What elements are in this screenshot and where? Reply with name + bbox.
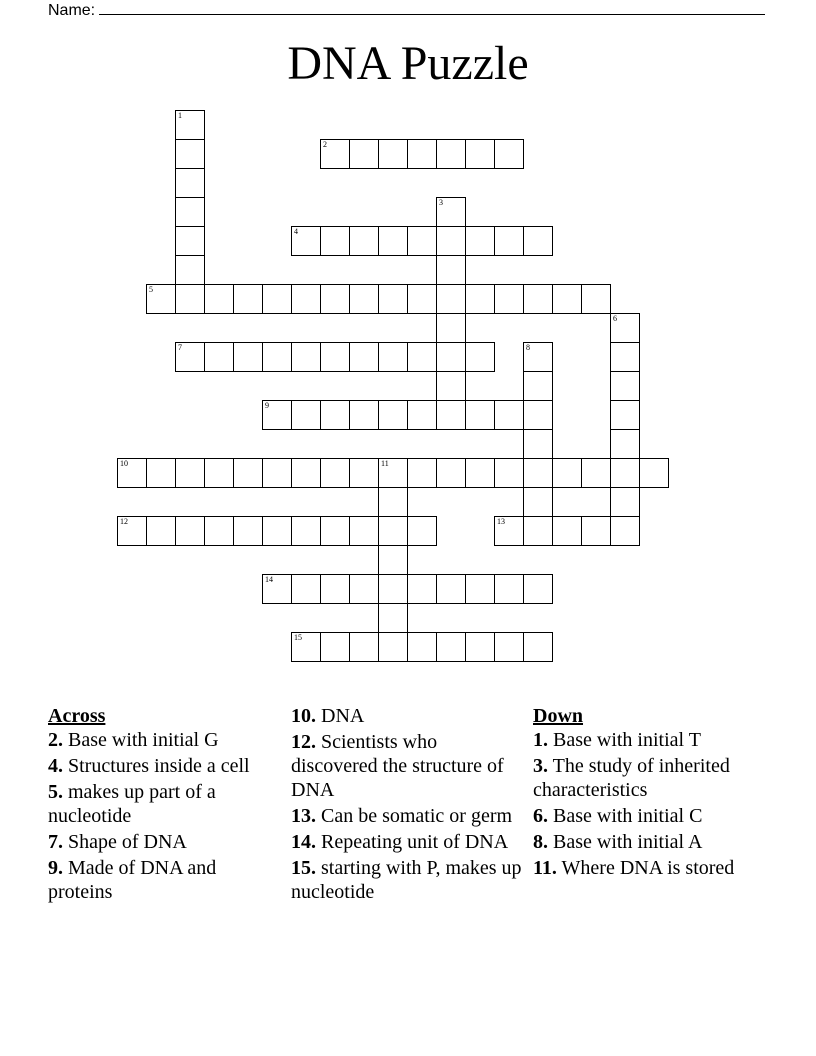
grid-cell[interactable]	[262, 574, 292, 604]
grid-cell[interactable]	[523, 632, 553, 662]
grid-cell[interactable]	[204, 516, 234, 546]
grid-cell[interactable]	[233, 458, 263, 488]
grid-cell[interactable]	[610, 313, 640, 343]
grid-cell[interactable]	[262, 284, 292, 314]
grid-cell[interactable]	[436, 255, 466, 285]
grid-cell[interactable]	[581, 458, 611, 488]
grid-cell[interactable]	[320, 284, 350, 314]
cell-number: 4	[294, 227, 298, 236]
cell-number: 9	[265, 401, 269, 410]
cell-number: 15	[294, 633, 302, 642]
cell-number: 8	[526, 343, 530, 352]
across-heading: Across	[48, 705, 106, 727]
grid-cell[interactable]	[610, 371, 640, 401]
grid-cell[interactable]	[523, 516, 553, 546]
grid-cell[interactable]	[494, 516, 524, 546]
grid-cell[interactable]	[117, 516, 147, 546]
grid-cell[interactable]	[465, 458, 495, 488]
grid-cell[interactable]	[378, 487, 408, 517]
grid-cell[interactable]	[175, 516, 205, 546]
grid-cell[interactable]	[146, 516, 176, 546]
grid-cell[interactable]	[204, 342, 234, 372]
grid-cell[interactable]	[523, 429, 553, 459]
cell-number: 13	[497, 517, 505, 526]
across-clue-7: 7. Shape of DNA	[48, 831, 187, 853]
grid-cell[interactable]	[175, 110, 205, 140]
down-clue-11: 11. Where DNA is stored	[533, 857, 735, 879]
grid-cell[interactable]	[465, 226, 495, 256]
grid-cell[interactable]	[378, 574, 408, 604]
grid-cell[interactable]	[233, 342, 263, 372]
grid-cell[interactable]	[465, 342, 495, 372]
grid-cell[interactable]	[378, 226, 408, 256]
cell-number: 5	[149, 285, 153, 294]
grid-cell[interactable]	[320, 458, 350, 488]
grid-cell[interactable]	[436, 632, 466, 662]
grid-cell[interactable]	[494, 458, 524, 488]
grid-cell[interactable]	[320, 226, 350, 256]
grid-cell[interactable]	[523, 226, 553, 256]
grid-cell[interactable]	[291, 400, 321, 430]
grid-cell[interactable]	[407, 284, 437, 314]
grid-cell[interactable]	[436, 313, 466, 343]
grid-cell[interactable]	[465, 632, 495, 662]
grid-cell[interactable]	[465, 400, 495, 430]
grid-cell[interactable]	[639, 458, 669, 488]
grid-cell[interactable]	[262, 458, 292, 488]
grid-cell[interactable]	[291, 574, 321, 604]
across-clue-9: 9. Made of DNA and proteins	[48, 857, 217, 903]
down-clue-8: 8. Base with initial A	[533, 831, 703, 853]
grid-cell[interactable]	[204, 284, 234, 314]
grid-cell[interactable]	[523, 487, 553, 517]
grid-cell[interactable]	[349, 284, 379, 314]
cell-number: 6	[613, 314, 617, 323]
cell-number: 2	[323, 140, 327, 149]
grid-cell[interactable]	[407, 342, 437, 372]
grid-cell[interactable]	[494, 400, 524, 430]
grid-cell[interactable]	[378, 458, 408, 488]
grid-cell[interactable]	[349, 400, 379, 430]
grid-cell[interactable]	[320, 400, 350, 430]
grid-cell[interactable]	[175, 197, 205, 227]
grid-cell[interactable]	[320, 632, 350, 662]
grid-cell[interactable]	[291, 516, 321, 546]
grid-cell[interactable]	[581, 284, 611, 314]
grid-cell[interactable]	[378, 603, 408, 633]
across-clue-15: 15. starting with P, makes up nucleotide	[291, 857, 522, 903]
grid-cell[interactable]	[262, 400, 292, 430]
grid-cell[interactable]	[378, 516, 408, 546]
grid-cell[interactable]	[407, 516, 437, 546]
cell-number: 1	[178, 111, 182, 120]
grid-cell[interactable]	[610, 400, 640, 430]
grid-cell[interactable]	[523, 284, 553, 314]
grid-cell[interactable]	[291, 632, 321, 662]
grid-cell[interactable]	[494, 139, 524, 169]
grid-cell[interactable]	[262, 516, 292, 546]
grid-cell[interactable]	[610, 487, 640, 517]
grid-cell[interactable]	[320, 574, 350, 604]
grid-cell[interactable]	[117, 458, 147, 488]
down-clue-6: 6. Base with initial C	[533, 805, 703, 827]
grid-cell[interactable]	[552, 458, 582, 488]
grid-cell[interactable]	[349, 139, 379, 169]
grid-cell[interactable]	[407, 574, 437, 604]
grid-cell[interactable]	[146, 284, 176, 314]
grid-cell[interactable]	[349, 632, 379, 662]
grid-cell[interactable]	[233, 516, 263, 546]
cell-number: 10	[120, 459, 128, 468]
cell-number: 11	[381, 459, 389, 468]
down-heading: Down	[533, 705, 584, 727]
down-clue-3: 3. The study of inherited characteristics	[533, 755, 730, 801]
grid-cell[interactable]	[610, 342, 640, 372]
cell-number: 14	[265, 575, 273, 584]
grid-cell[interactable]	[552, 284, 582, 314]
grid-cell[interactable]	[436, 458, 466, 488]
grid-cell[interactable]	[262, 342, 292, 372]
grid-cell[interactable]	[407, 400, 437, 430]
grid-cell[interactable]	[291, 226, 321, 256]
grid-cell[interactable]	[320, 139, 350, 169]
grid-cell[interactable]	[465, 574, 495, 604]
name-label: Name:	[48, 2, 96, 19]
grid-cell[interactable]	[436, 400, 466, 430]
grid-cell[interactable]	[465, 284, 495, 314]
grid-cell[interactable]	[523, 342, 553, 372]
grid-cell[interactable]	[407, 458, 437, 488]
grid-cell[interactable]	[436, 371, 466, 401]
across-clue-12: 12. Scientists who discovered the structure of DNA	[291, 731, 504, 801]
grid-cell[interactable]	[407, 632, 437, 662]
grid-cell[interactable]	[233, 284, 263, 314]
across-clue-2: 2. Base with initial G	[48, 729, 219, 751]
grid-cell[interactable]	[291, 458, 321, 488]
grid-cell[interactable]	[349, 516, 379, 546]
grid-cell[interactable]	[523, 400, 553, 430]
grid-cell[interactable]	[204, 458, 234, 488]
clues-column-2	[291, 704, 523, 906]
grid-cell[interactable]	[407, 139, 437, 169]
grid-cell[interactable]	[378, 545, 408, 575]
grid-cell[interactable]	[320, 342, 350, 372]
grid-cell[interactable]	[378, 632, 408, 662]
grid-cell[interactable]	[610, 458, 640, 488]
grid-cell[interactable]	[436, 197, 466, 227]
down-clue-1: 1. Base with initial T	[533, 729, 701, 751]
cell-number: 12	[120, 517, 128, 526]
grid-cell[interactable]	[291, 284, 321, 314]
page-title: DNA Puzzle	[287, 37, 529, 90]
grid-cell[interactable]	[407, 226, 437, 256]
across-clue-4: 4. Structures inside a cell	[48, 755, 250, 777]
grid-cell[interactable]	[175, 284, 205, 314]
grid-cell[interactable]	[175, 226, 205, 256]
grid-cell[interactable]	[349, 342, 379, 372]
grid-cell[interactable]	[291, 342, 321, 372]
grid-cell[interactable]	[523, 458, 553, 488]
grid-cell[interactable]	[175, 168, 205, 198]
grid-cell[interactable]	[494, 226, 524, 256]
grid-cell[interactable]	[436, 574, 466, 604]
grid-cell[interactable]	[349, 226, 379, 256]
grid-cell[interactable]	[610, 429, 640, 459]
grid-cell[interactable]	[610, 516, 640, 546]
grid-cell[interactable]	[523, 574, 553, 604]
cell-number: 3	[439, 198, 443, 207]
grid-cell[interactable]	[349, 574, 379, 604]
grid-cell[interactable]	[175, 342, 205, 372]
grid-cell[interactable]	[523, 371, 553, 401]
across-clue-14: 14. Repeating unit of DNA	[291, 831, 509, 853]
grid-cell[interactable]	[175, 458, 205, 488]
grid-cell[interactable]	[146, 458, 176, 488]
grid-cell[interactable]	[436, 226, 466, 256]
clues-column-3	[533, 704, 773, 882]
grid-cell[interactable]	[175, 139, 205, 169]
grid-cell[interactable]	[465, 139, 495, 169]
clues-column-1	[48, 704, 263, 906]
grid-cell[interactable]	[552, 516, 582, 546]
grid-cell[interactable]	[436, 139, 466, 169]
grid-cell[interactable]	[378, 400, 408, 430]
across-clue-10: 10. DNA	[291, 705, 365, 727]
grid-cell[interactable]	[436, 284, 466, 314]
grid-cell[interactable]	[378, 284, 408, 314]
across-clue-13: 13. Can be somatic or germ	[291, 805, 513, 827]
grid-cell[interactable]	[436, 342, 466, 372]
grid-cell[interactable]	[494, 632, 524, 662]
grid-cell[interactable]	[378, 342, 408, 372]
cell-number: 7	[178, 343, 182, 352]
grid-cell[interactable]	[494, 574, 524, 604]
grid-cell[interactable]	[175, 255, 205, 285]
grid-cell[interactable]	[378, 139, 408, 169]
grid-cell[interactable]	[320, 516, 350, 546]
grid-cell[interactable]	[581, 516, 611, 546]
grid-cell[interactable]	[349, 458, 379, 488]
across-clue-5: 5. makes up part of a nucleotide	[48, 781, 216, 827]
grid-cell[interactable]	[494, 284, 524, 314]
